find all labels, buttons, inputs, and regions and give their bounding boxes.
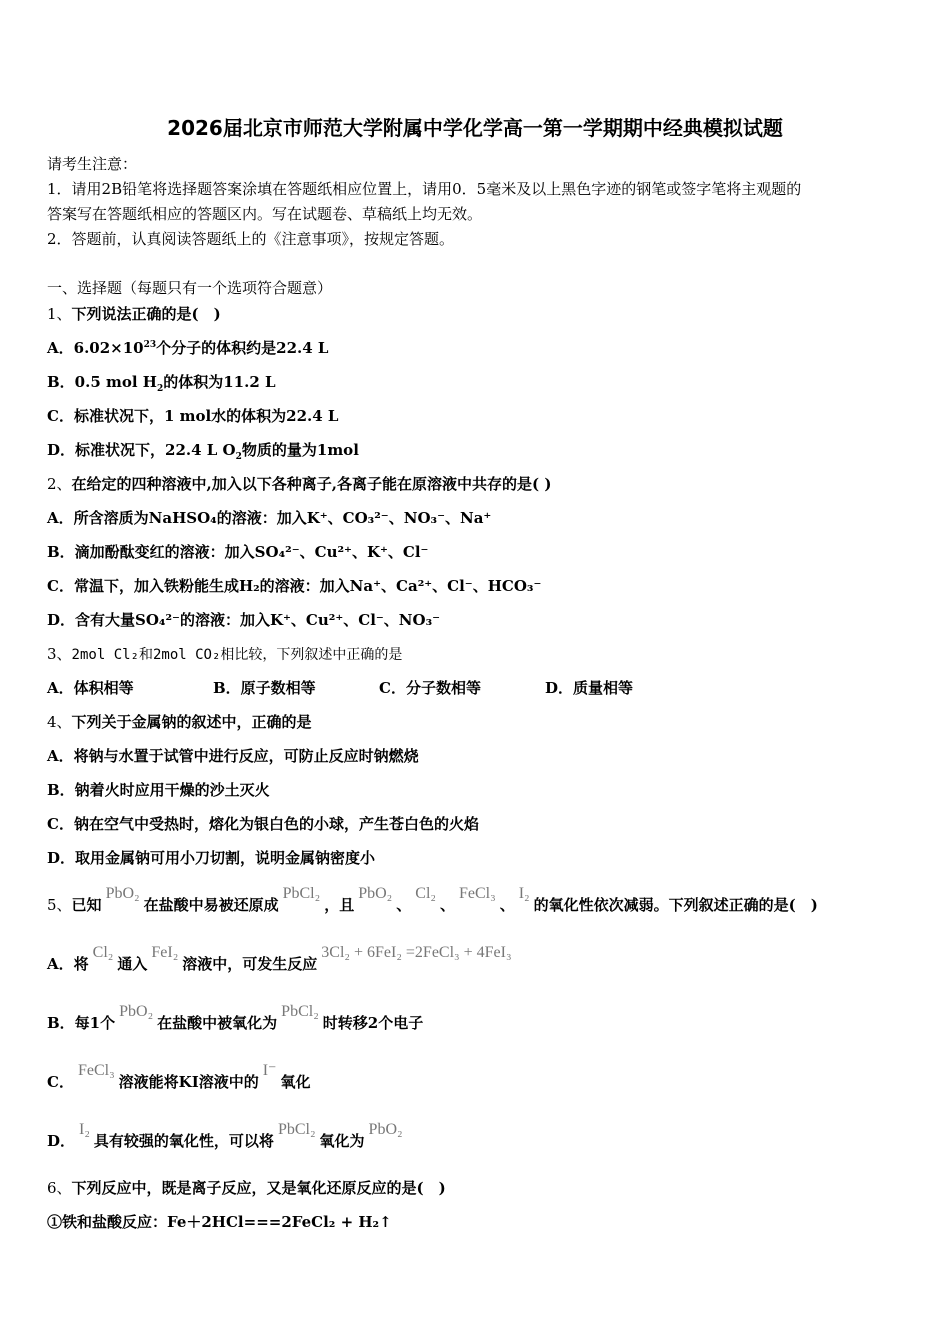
q2-option-d: D．含有大量SO₄²⁻的溶液：加入K⁺、Cu²⁺、Cl⁻、NO₃⁻ (47, 611, 441, 629)
formula-pbcl2: PbCl₂ (282, 885, 321, 902)
formula-fecl3: FeCl₃ (458, 885, 496, 902)
option-text: 物质的量为1mol (241, 441, 359, 459)
formula-i2: I₂ (79, 1121, 90, 1138)
option-text: B．每1个 (47, 1014, 116, 1032)
option-text: 在盐酸中被氧化为 (157, 1014, 278, 1032)
formula-reaction: 3Cl₂ + 6FeI₂ =2FeCl₃ + 4FeI₃ (321, 944, 512, 961)
q3-option-c: C．分子数相等 (379, 679, 481, 697)
q4-option-b: B．钠着火时应用干燥的沙土灭火 (47, 781, 270, 799)
option-text: C． (47, 1073, 74, 1091)
superscript: 23 (143, 340, 157, 350)
question-stem: 下列反应中，既是离子反应，又是氧化还原反应的是( ) (71, 1179, 446, 1197)
formula-fei2: FeI₂ (151, 944, 179, 961)
question-1 (47, 303, 221, 324)
question-stem: 下列关于金属钠的叙述中，正确的是 (71, 713, 312, 731)
option-text: B．0.5 mol H (47, 373, 157, 391)
stem-text: 在盐酸中易被还原成 (143, 896, 279, 914)
stem-text: ，且 (324, 896, 355, 914)
q5-option-d (47, 1121, 407, 1151)
option-text: 溶液中，可发生反应 (182, 955, 318, 973)
notice-item-1: 1．请用2B铅笔将选择题答案涂填在答题纸相应位置上，请用0．5毫米及以上黑色字迹的钢笔或签字笔将主观题的 (47, 180, 802, 198)
notice-heading: 请考生注意： (47, 155, 138, 173)
q5-option-b (47, 1003, 424, 1033)
notice-item-2: 2．答题前，认真阅读答题纸上的《注意事项》，按规定答题。 (47, 230, 455, 248)
stem-text: 的氧化性依次减弱。下列叙述正确的是( ) (533, 896, 818, 914)
q3-option-d: D．质量相等 (545, 679, 634, 697)
q2-option-a: A．所含溶质为NaHSO₄的溶液：加入K⁺、CO₃²⁻、NO₃⁻、Na⁺ (47, 509, 492, 527)
q1-option-b (47, 371, 276, 394)
question-number: 4、 (47, 713, 72, 731)
formula-pbo2: PbO₂ (119, 1003, 154, 1020)
q3-options (47, 677, 633, 698)
formula-pbo2: PbO₂ (358, 885, 393, 902)
q4-option-a: A．将钠与水置于试管中进行反应，可防止反应时钠燃烧 (47, 747, 419, 765)
formula-cl2: Cl₂ (92, 944, 114, 961)
question-number: 3、 (47, 645, 72, 663)
q5-option-a (47, 944, 516, 974)
q5-option-c (47, 1062, 311, 1092)
q2-option-b: B．滴加酚酞变红的溶液：加入SO₄²⁻、Cu²⁺、K⁺、Cl⁻ (47, 543, 429, 561)
formula-cl2: Cl₂ (415, 885, 436, 902)
formula-iodide: I⁻ (262, 1062, 277, 1079)
q3-option-a: A．体积相等 (47, 679, 134, 697)
option-text: 通入 (117, 955, 148, 973)
q4-option-d: D．取用金属钠可用小刀切割，说明金属钠密度小 (47, 849, 376, 867)
stem-text: 、 (499, 896, 515, 914)
q4-option-c: C．钠在空气中受热时，熔化为银白色的小球，产生苍白色的火焰 (47, 815, 479, 833)
q6-item-1: ①铁和盐酸反应：Fe＋2HCl===2FeCl₂ + H₂↑ (47, 1213, 392, 1231)
option-text: A．将 (47, 955, 89, 973)
formula-i2: I₂ (518, 885, 530, 902)
option-text: A．6.02×10 (47, 339, 144, 357)
question-number: 6、 (47, 1179, 72, 1197)
question-2 (47, 473, 551, 494)
question-4 (47, 711, 312, 732)
question-stem: 2mol Cl₂和2mol CO₂相比较，下列叙述中正确的是 (71, 647, 403, 663)
page-title: 2026届北京市师范大学附属中学化学高一第一学期期中经典模拟试题 (167, 116, 783, 140)
q1-option-d (47, 439, 359, 462)
q1-option-c: C．标准状况下，1 mol水的体积为22.4 L (47, 407, 339, 425)
notice-item-1-cont: 答案写在答题纸相应的答题区内。写在试题卷、草稿纸上均无效。 (47, 205, 483, 223)
question-stem: 在给定的四种溶液中,加入以下各种离子,各离子能在原溶液中共存的是( ) (71, 475, 552, 493)
section-heading: 一、选择题（每题只有一个选项符合题意） (47, 279, 333, 297)
subscript: 2 (156, 384, 164, 394)
option-text: D．标准状况下，22.4 L O (47, 441, 236, 459)
q2-option-c: C．常温下，加入铁粉能生成H₂的溶液：加入Na⁺、Ca²⁺、Cl⁻、HCO₃⁻ (47, 577, 542, 595)
option-text: 溶液能将KI溶液中的 (118, 1073, 259, 1091)
option-text: 氧化 (280, 1073, 311, 1091)
question-6 (47, 1177, 446, 1198)
subscript: 2 (235, 452, 242, 462)
formula-pbcl2: PbCl₂ (277, 1121, 316, 1138)
stem-text: 、 (396, 896, 412, 914)
formula-pbo2: PbO₂ (105, 885, 140, 902)
option-text: 氧化为 (319, 1132, 365, 1150)
option-text: 具有较强的氧化性，可以将 (93, 1132, 274, 1150)
stem-text: 、 (439, 896, 455, 914)
question-number: 1、 (47, 305, 72, 323)
q1-option-a (47, 337, 328, 358)
formula-pbcl2: PbCl₂ (281, 1003, 319, 1020)
question-3 (47, 643, 402, 664)
question-stem: 下列说法正确的是( ) (71, 305, 221, 323)
option-text: 个分子的体积约是22.4 L (156, 339, 329, 357)
formula-pbo2: PbO₂ (368, 1121, 403, 1138)
question-5 (47, 885, 818, 915)
option-text: D． (47, 1132, 76, 1150)
formula-fecl3: FeCl₃ (77, 1062, 115, 1079)
option-text: 的体积为11.2 L (163, 373, 276, 391)
option-text: 时转移2个电子 (322, 1014, 424, 1032)
question-number: 5、 (47, 896, 72, 914)
stem-text: 已知 (71, 896, 102, 914)
question-number: 2、 (47, 475, 72, 493)
q3-option-b: B．原子数相等 (213, 679, 316, 697)
